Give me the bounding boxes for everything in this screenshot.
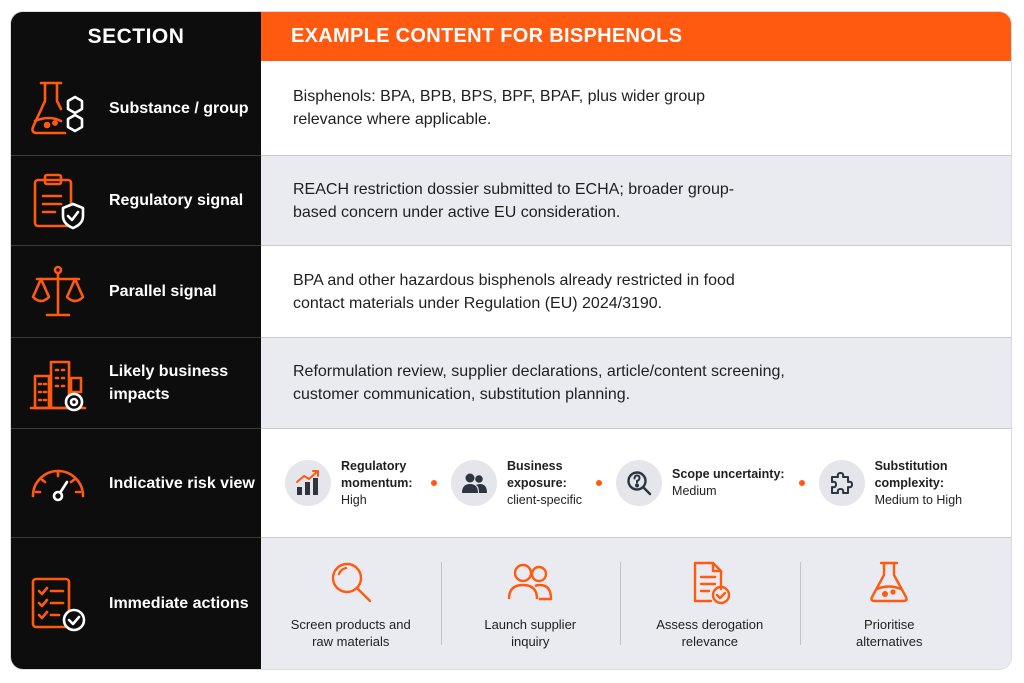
- action-label: Launch supplier inquiry: [484, 616, 577, 649]
- row-label-regulatory: [11, 155, 261, 245]
- risk-item: [451, 458, 582, 509]
- buildings-gear-icon: [27, 352, 89, 414]
- row-content-impacts: [261, 337, 1011, 428]
- content-header: EXAMPLE CONTENT FOR BISPHENOLS: [261, 12, 1011, 61]
- risk-item: [285, 458, 417, 509]
- row-content-actions: [261, 537, 1011, 669]
- row-label-actions: [11, 537, 261, 669]
- risk-item: [616, 460, 785, 506]
- action-item: [441, 538, 621, 669]
- risk-value: Medium: [672, 484, 717, 498]
- row-label-parallel: [11, 245, 261, 337]
- row-content-parallel: [261, 245, 1011, 337]
- row-label-risk: [11, 428, 261, 537]
- risk-item: [819, 458, 963, 509]
- risk-title: Regulatory momentum:: [341, 458, 413, 490]
- risk-title: Business exposure:: [507, 458, 567, 490]
- separator-dot: [799, 480, 805, 486]
- risk-view: [285, 458, 1011, 509]
- users-icon: [451, 460, 497, 506]
- row-content-text: BPA and other hazardous bisphenols already restricted in food contact materials under Regulation (EU) 2024/3190.: [293, 271, 735, 312]
- scales-icon: [27, 261, 89, 323]
- row-label-text: Likely business impacts: [109, 363, 229, 403]
- flask-outline-icon: [866, 558, 912, 606]
- clipboard-shield-icon: [27, 170, 89, 232]
- bisphenols-table: [11, 12, 1011, 669]
- flask-hexagon-icon: [27, 77, 89, 139]
- action-label: Screen products and raw materials: [290, 616, 411, 649]
- row-content-text: REACH restriction dossier submitted to ECHA; broader group-based concern under active EU consideration.: [293, 180, 735, 221]
- row-content-text: Bisphenols: BPA, BPB, BPS, BPF, BPAF, plus wider group relevance where applicable.: [293, 88, 706, 128]
- row-label-text: Indicative risk view: [109, 474, 255, 492]
- action-item: [620, 538, 800, 669]
- row-label-text: Immediate actions: [109, 595, 249, 612]
- separator-dot: [596, 480, 602, 486]
- row-content-risk: [261, 428, 1011, 537]
- row-content-substance: [261, 61, 1011, 155]
- bar-chart-arrow-icon: [285, 460, 331, 506]
- magnifier-icon: [328, 558, 374, 606]
- users-outline-icon: [505, 558, 555, 606]
- action-item: [261, 538, 441, 669]
- actions-list: [261, 538, 979, 669]
- row-content-regulatory: [261, 155, 1011, 245]
- row-label-text: Parallel signal: [109, 283, 217, 300]
- document-check-icon: [687, 558, 733, 606]
- row-content-text: Reformulation review, supplier declarations, article/content screening, customer communication, substitution planning.: [293, 363, 785, 403]
- row-label-impacts: [11, 337, 261, 428]
- action-label: Prioritise alternatives: [856, 616, 923, 649]
- action-item: [800, 538, 980, 669]
- separator-dot: [431, 480, 437, 486]
- row-label-text: Substance / group: [109, 99, 249, 117]
- checklist-check-icon: [27, 573, 89, 635]
- risk-title: Scope uncertainty:: [672, 467, 785, 481]
- risk-value: Medium to High: [874, 492, 963, 507]
- risk-value: High: [341, 492, 367, 507]
- magnifier-question-icon: [616, 460, 662, 506]
- puzzle-icon: [819, 460, 865, 506]
- section-header: SECTION: [11, 12, 261, 61]
- risk-title: Substitution complexity:: [874, 458, 948, 490]
- risk-value: client-specific: [507, 492, 583, 507]
- gauge-icon: [27, 452, 89, 514]
- action-label: Assess derogation relevance: [656, 616, 764, 649]
- row-label-substance: [11, 61, 261, 155]
- row-label-text: Regulatory signal: [109, 192, 244, 209]
